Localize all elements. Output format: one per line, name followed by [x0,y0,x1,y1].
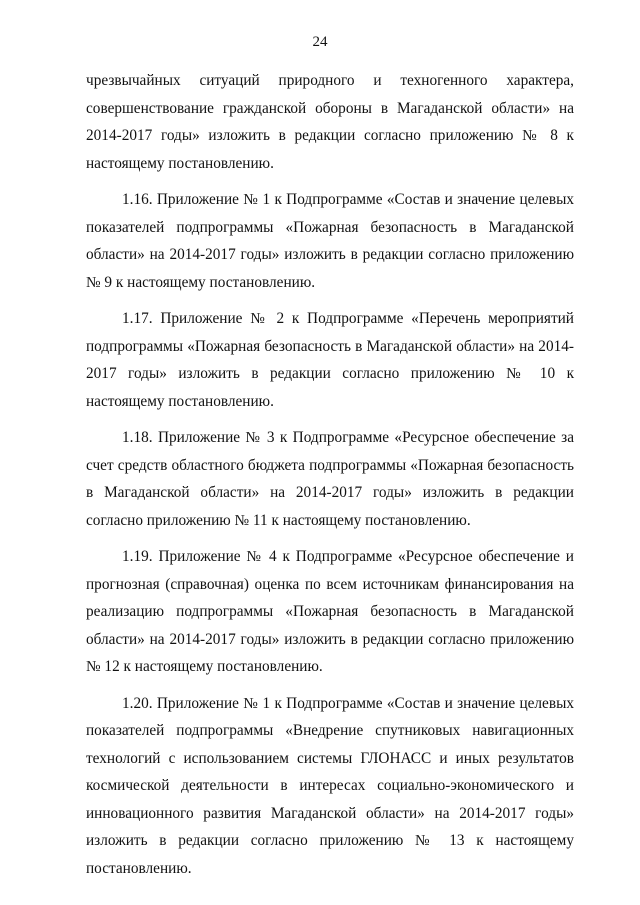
document-body [86,67,574,891]
paragraph-1-16: 1.16. Приложение № 1 к Подпрограмме «Состав и значение целевых показателей подпрограммы «Пожарная безопасность в Магаданской области» на 2014-2017 годы» изложить в редакции согласно приложению № 9 к настоящему постановлению. [86,191,574,291]
paragraph-continuation: чрезвычайных ситуаций природного и техногенного характера, совершенствование гражданской обороны в Магаданской области» на 2014-2017 годы» изложить в редакции согласно приложению № 8 к настоящему постановлению. [86,72,574,172]
paragraph-1-17: 1.17. Приложение № 2 к Подпрограмме «Перечень мероприятий подпрограммы «Пожарная безопасность в Магаданской области» на 2014-2017 годы» изложить в редакции согласно приложению № 10 к настоящему постановлению. [86,310,574,410]
paragraph-1-19: 1.19. Приложение № 4 к Подпрограмме «Ресурсное обеспечение и прогнозная (справочная) оценка по всем источникам финансирования на реализацию подпрограммы «Пожарная безопасность в Магаданской области» на 2014-2017 годы» изложить в редакции согласно приложению № 12 к настоящему постановлению. [86,548,574,675]
paragraph-1-18: 1.18. Приложение № 3 к Подпрограмме «Ресурсное обеспечение за счет средств областного бюджета подпрограммы «Пожарная безопасность в Магаданской области» на 2014-2017 годы» изложить в редакции согласно приложению № 11 к настоящему постановлению. [86,429,574,529]
paragraph-1-20: 1.20. Приложение № 1 к Подпрограмме «Состав и значение целевых показателей подпрограммы «Внедрение спутниковых навигационных технологий с использованием системы ГЛОНАСС и иных результатов космической деятельности в интересах социально-экономического и инновационного развития Магаданской области» на 2014-2017 годы» изложить в редакции согласно приложению № 13 к настоящему постановлению. [86,694,574,877]
page-number: 24 [312,34,328,50]
